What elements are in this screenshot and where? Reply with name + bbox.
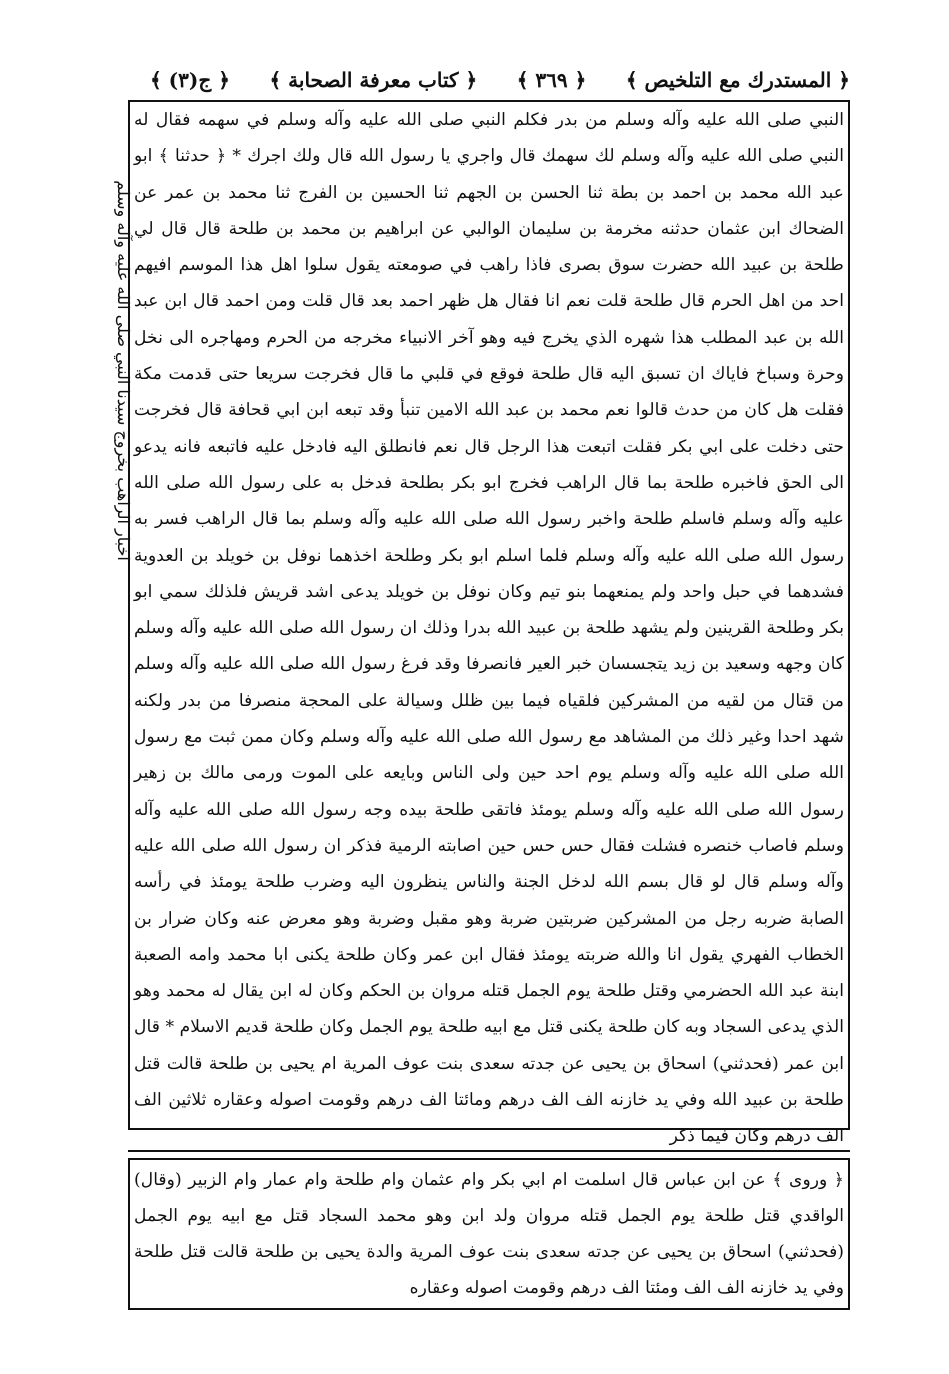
footnote-paragraph: ﴿ وروى ﴾ عن ابن عباس قال اسلمت ام ابي بكر وام عثمان وام طلحة وام عمار وام الزبير (وقال) الواقدي قتل طلحة يوم الجمل قتله مروان ولد ابن وهو محمد السجاد قتل مع ابيه يوم الجمل (فحدثني) اسحاق بن يحيى عن جدته سعدى بنت عوف المرية والدة يحيى بن طلحة قالت قتل طلحة وفي يد خازنه الف الف ومئتا الف درهم وقومت اصوله وعقاره (134, 1170, 844, 1298)
main-text-paragraph: النبي صلى الله عليه وآله وسلم من بدر فكلم النبي صلى الله عليه وآله وسلم في سهمه فقال له النبي صلى الله عليه وآله وسلم لك سهمك قال واجري يا رسول الله قال ولك اجرك * ﴿ حدثنا ﴾ ابو عبد الله محمد بن احمد بن بطة ثنا الحسن بن الجهم ثنا الحسين بن الفرج ثنا محمد بن عمر عن الضحاك ابن عثمان حدثنه مخرمة بن سليمان الوالبي عن ابراهيم بن محمد بن طلحة قال قال لي طلحة بن عبيد الله حضرت سوق بصرى فاذا راهب في صومعته يقول سلوا اهل هذا الموسم افيهم احد من اهل الحرم قال طلحة قلت نعم انا فقال هل ظهر احمد بعد قال قلت ومن احمد قال ابن عبد الله بن عبد المطلب هذا شهره الذي يخرج فيه وهو آخر الانبياء مخرجه من الحرم ومهاجره الى نخل وحرة وسباخ فاياك ان تسبق اليه قال طلحة فوقع في قلبي ما قال فخرجت سريعا حتى قدمت مكة فقلت هل كان من حدث قالوا نعم محمد بن عبد الله الامين تنبأ وقد تبعه ابن ابي قحافة قال فخرجت حتى دخلت على ابي بكر فقلت اتبعت هذا الرجل قال نعم فانطلق اليه فادخل عليه فاتبعه فانه يدعو الى الحق فاخبره طلحة بما قال الراهب فخرج ابو بكر بطلحة فدخل به على رسول الله صلى الله عليه وآله وسلم فاسلم طلحة واخبر رسول الله صلى الله عليه وآله وسلم بما قال الراهب فسر به رسول الله صلى الله عليه وآله وسلم فلما اسلم ابو بكر وطلحة اخذهما نوفل بن خويلد بن العدوية فشدهما في حبل واحد ولم يمنعهما بنو تيم وكان نوفل بن خويلد يدعى اشد قريش فلذلك سمي ابو بكر وطلحة القرينين ولم يشهد طلحة بن عبيد الله بدرا وذلك ان رسول الله صلى الله عليه وآله وسلم كان وجهه وسعيد بن زيد يتجسسان خبر العير فانصرفا وقد فرغ رسول الله صلى الله عليه وآله وسلم من قتال من لقيه من المشركين فلقياه فيما بين ظلل وسيالة على المحجة منصرفا من بدر ولكنه شهد احدا وغير ذلك من المشاهد مع رسول الله صلى الله عليه وآله وسلم وكان ممن ثبت مع رسول الله صلى الله عليه وآله وسلم يوم احد حين ولى الناس وبايعه على الموت ورمى مالك بن زهير رسول الله صلى الله عليه وآله وسلم يومئذ فاتقى طلحة بيده وجه رسول الله صلى الله عليه وآله وسلم فاصاب خنصره فشلت فقال حس حس حين اصابته الرمية فذكر ان رسول الله صلى الله عليه وآله وسلم قال لو قال بسم الله لدخل الجنة والناس ينظرون اليه وضرب طلحة يومئذ في رأسه الصابة ضربه رجل من المشركين ضربتين ضربة وهو مقبل وضربة وهو معرض عنه وكان ضرار بن الخطاب الفهري يقول انا والله ضربته يومئذ فقال ابن عمر وكان طلحة يكنى ابا محمد وامه الصعبة ابنة عبد الله الحضرمي وقتل طلحة يوم الجمل قتله مروان بن الحكم وكان له ابن يقال له محمد وهو الذي يدعى السجاد وبه كان طلحة يكنى قتل مع ابيه طلحة يوم الجمل وكان طلحة قديم الاسلام * قال ابن عمر (فحدثني) اسحاق بن يحيى عن جدته سعدى بنت عوف المرية ام يحيى بن طلحة قالت قتل طلحة بن عبيد الله وفي يد خازنه الف الف درهم ومائتا الف درهم وقومت اصوله وعقاره ثلاثين الف الف درهم وكان فيما ذكر (134, 110, 844, 1147)
section-title: ﴿ كتاب معرفة الصحابة ﴾ (269, 68, 478, 92)
section-divider (128, 1150, 850, 1152)
footnote-block (134, 1162, 844, 1306)
page-header (150, 62, 850, 98)
margin-note-text: اخبار الراهب بخروج سيدنا النبي صلى الله عليه وآله وسلم (113, 179, 133, 561)
volume-number: ﴿ ج(٣) ﴾ (150, 68, 230, 92)
book-title: ﴿ المستدرك مع التلخيص ﴾ (625, 68, 850, 92)
page-number: ﴿ ٣٦٩ ﴾ (516, 68, 587, 92)
main-text-block (134, 102, 844, 1147)
